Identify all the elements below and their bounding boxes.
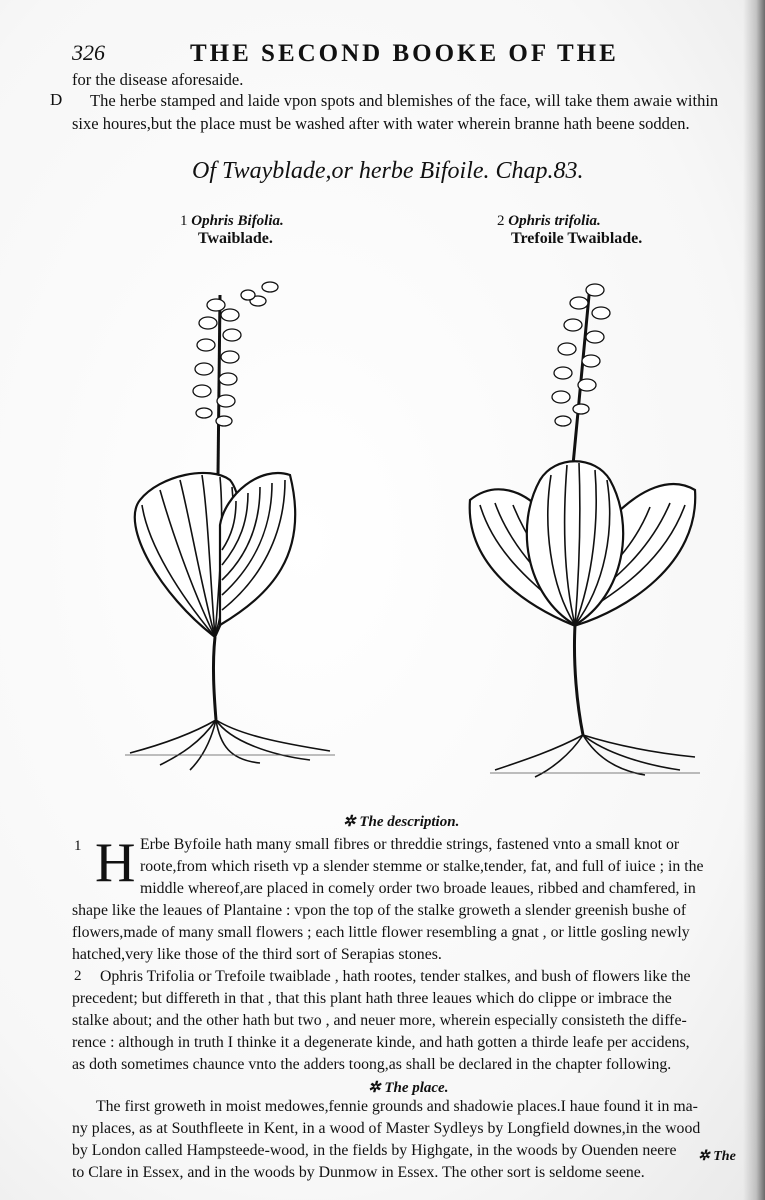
page-number: 326 — [72, 40, 105, 65]
figure-2-number: 2 — [497, 213, 505, 229]
description2-line-4: rence : although in truth I thinke it a degenerate kinde, and hath gotten a thirde leafe per accidens, — [72, 1034, 690, 1051]
top-text-line-1: for the disease aforesaide. — [72, 70, 244, 89]
description-line-3: middle whereof,are placed in comely order two broade leaues, ribbed and chamfered, in — [140, 880, 696, 897]
description-line-1: Erbe Byfoile hath many small fibres or threddie strings, fastened vnto a small knot or — [140, 836, 680, 853]
item-marker-1: 1 — [74, 838, 82, 854]
figure-1-latin-name: Ophris Bifolia. — [191, 213, 284, 229]
figure-1-common-name: Twaiblade. — [198, 230, 273, 247]
trefoile-twaiblade-woodcut-illustration — [455, 265, 705, 785]
description2-line-1: Ophris Trifolia or Trefoile twaiblade , hath rootes, tender stalkes, and bush of flowers like the — [100, 968, 691, 985]
margin-letter: D — [50, 90, 63, 109]
place-line-2: ny places, as at Southfleete in Kent, in a wood of Master Sydleys by Longfield downes,in the wood — [72, 1120, 701, 1137]
description-line-4: shape like the leaues of Plantaine : vpon the top of the stalke groweth a slender greenish bushe of — [72, 902, 687, 919]
figure-2-latin-name: Ophris trifolia. — [508, 213, 601, 229]
page-edge-shadow — [743, 0, 765, 1200]
show-through-texture — [60, 360, 64, 377]
description2-line-5: as doth sometimes chaunce vnto the adders toong,as shall be declared in the chapter following. — [72, 1056, 672, 1073]
description-line-2: roote,from which riseth vp a slender stemme or stalke,tender, fat, and full of iuice ; in the — [140, 858, 704, 875]
description-line-5: flowers,made of many small flowers ; each little flower resembling a gnat , or little gosling newly — [72, 924, 690, 941]
place-line-3: by London called Hampsteede-wood, in the fields by Highgate, in the woods by Ouenden neere — [72, 1142, 677, 1159]
top-text-line-2: The herbe stamped and laide vpon spots and blemishes of the face, will take them awaie within — [90, 91, 719, 110]
place-line-4: to Clare in Essex, and in the woods by Dunmow in Essex. The other sort is seldome seene. — [72, 1164, 645, 1181]
description-line-6: hatched,very like those of the third sort of Serapias stones. — [72, 946, 442, 963]
running-head: THE SECOND BOOKE OF THE — [190, 40, 619, 67]
description2-line-3: stalke about; and the other hath but two , and neuer more, wherein especially consisteth the diffe- — [72, 1012, 687, 1029]
catchword: ✲ The — [698, 1149, 736, 1164]
top-text-line-3: sixe houres,but the place must be washed after with water wherein branne hath beene sodden. — [72, 114, 690, 133]
figure-2-common-name: Trefoile Twaiblade. — [511, 230, 643, 247]
description-heading: ✲ The description. — [343, 814, 460, 830]
item-marker-2: 2 — [74, 968, 82, 984]
chapter-title: Of Twayblade,or herbe Bifoile. Chap.83. — [192, 158, 584, 184]
description2-line-2: precedent; but differeth in that , that this plant hath three leaues which do clippe or imbrace the — [72, 990, 672, 1007]
figure-2-caption — [497, 213, 642, 248]
twaiblade-woodcut-illustration — [120, 265, 350, 785]
place-line-1: The first groweth in moist medowes,fennie grounds and shadowie places.I haue found it in ma- — [96, 1098, 698, 1115]
place-heading: ✲ The place. — [368, 1080, 449, 1096]
drop-cap-letter: H — [95, 832, 136, 894]
figure-1-number: 1 — [180, 213, 188, 229]
figure-1-caption — [180, 213, 284, 248]
